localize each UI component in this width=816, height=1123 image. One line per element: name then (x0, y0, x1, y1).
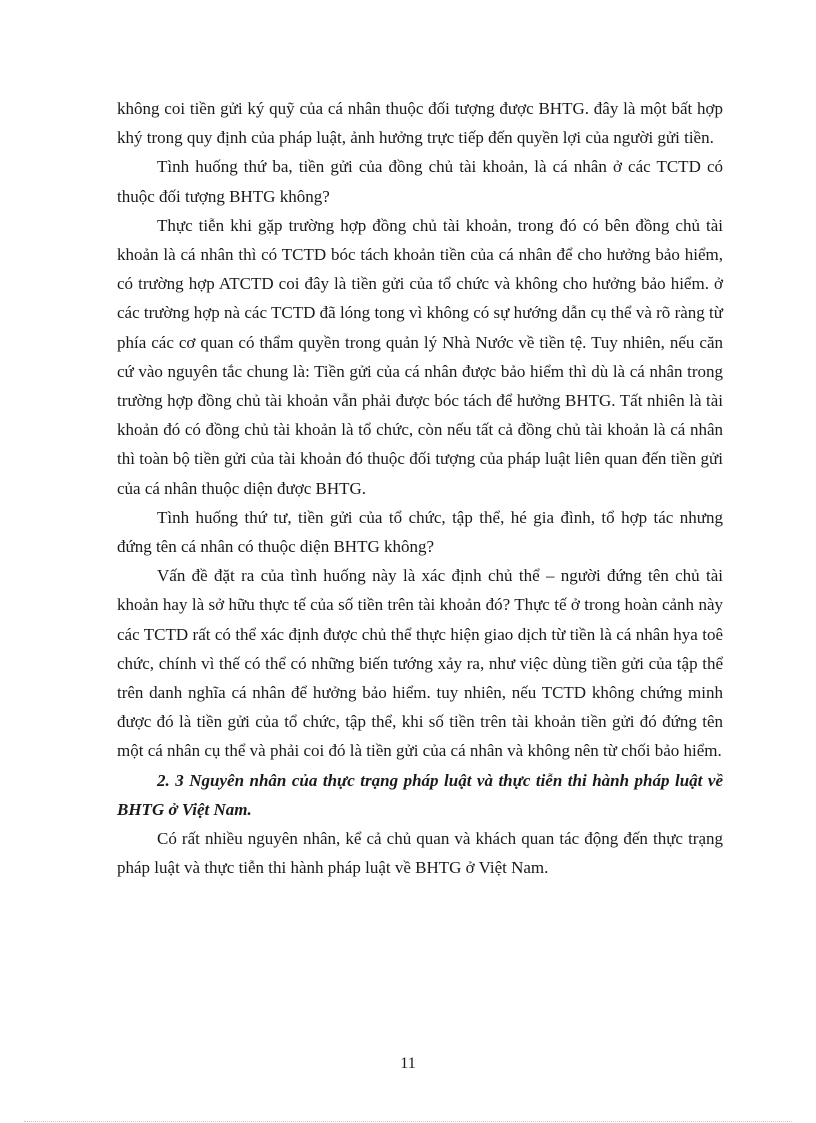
paragraph-continuation: không coi tiền gửi ký quỹ của cá nhân thuộc đối tượng được BHTG. đây là một bất hợp khý trong quy định của pháp luật, ảnh hưởng trực tiếp đến quyền lợi của người gửi tiền. (117, 99, 723, 148)
paragraph-account-holder-issue: Vấn đề đặt ra của tình huống này là xác định chủ thể – người đứng tên chủ tài khoản hay là sở hữu thực tế của số tiền trên tài khoản đó? Thực tế ở trong hoàn cảnh này các TCTD rất có thể xác định được chủ thể thực hiện giao dịch từ tiền là cá nhân hya toê chức, chính vì thế có thể có những biến tướng xảy ra, như việc dùng tiền gửi của tập thể trên danh nghĩa cá nhân để hưởng bảo hiểm. tuy nhiên, nếu TCTD không chứng minh được đó là tiền gửi của tổ chức, tập thể, khi số tiền trên tài khoản tiền gửi đó đứng tên một cá nhân cụ thể và phải coi đó là tiền gửi của cá nhân và không nên từ chối bảo hiểm. (117, 566, 723, 761)
page-number: 11 (400, 1055, 416, 1072)
paragraph-causes-intro: Có rất nhiều nguyên nhân, kể cả chủ quan và khách quan tác động đến thực trạng pháp luật và thực tiễn thi hành pháp luật về BHTG ở Việt Nam. (117, 829, 723, 878)
paragraph-situation-three: Tình huống thứ ba, tiền gửi của đồng chủ tài khoản, là cá nhân ở các TCTD có thuộc đối tượng BHTG không? (117, 157, 723, 206)
paragraph-situation-four: Tình huống thứ tư, tiền gửi của tổ chức, tập thể, hé gia đình, tổ hợp tác nhưng đứng tên cá nhân có thuộc diện BHTG không? (117, 507, 723, 557)
page-bottom-divider (24, 1121, 792, 1122)
page-body (117, 94, 723, 882)
section-heading-2-3: 2. 3 Nguyên nhân của thực trạng pháp luật và thực tiễn thi hành pháp luật về BHTG ở Việt Nam. (117, 770, 723, 819)
paragraph-joint-account-practice: Thực tiễn khi gặp trường hợp đồng chủ tài khoản, trong đó có bên đồng chủ tài khoản là cá nhân thì có TCTD bóc tách khoản tiền của cá nhân để cho hưởng bảo hiểm, có trường hợp ATCTD coi đây là tiền gửi của tổ chức và không cho hưởng bảo hiểm. ở các trường hợp nà các TCTD đã lóng tong vì không có sự hướng dẫn cụ thể và rõ ràng từ phía các cơ quan có thẩm quyền trong quản lý Nhà Nước về tiền tệ. Tuy nhiên, nếu căn cứ vào nguyên tắc chung là: Tiền gửi của cá nhân được bảo hiểm thì dù là cá nhân trong trường hợp đồng chủ tài khoản vẫn phải được bóc tách để hưởng BHTG. Tất nhiên là tài khoản đó có đồng chủ tài khoản là tổ chức, còn nếu tất cả đồng chủ tài khoản là cá nhân thì toàn bộ tiền gửi của tài khoản đó thuộc đối tượng của pháp luật liên quan đến tiền gửi của cá nhân thuộc diện được BHTG. (117, 215, 723, 498)
